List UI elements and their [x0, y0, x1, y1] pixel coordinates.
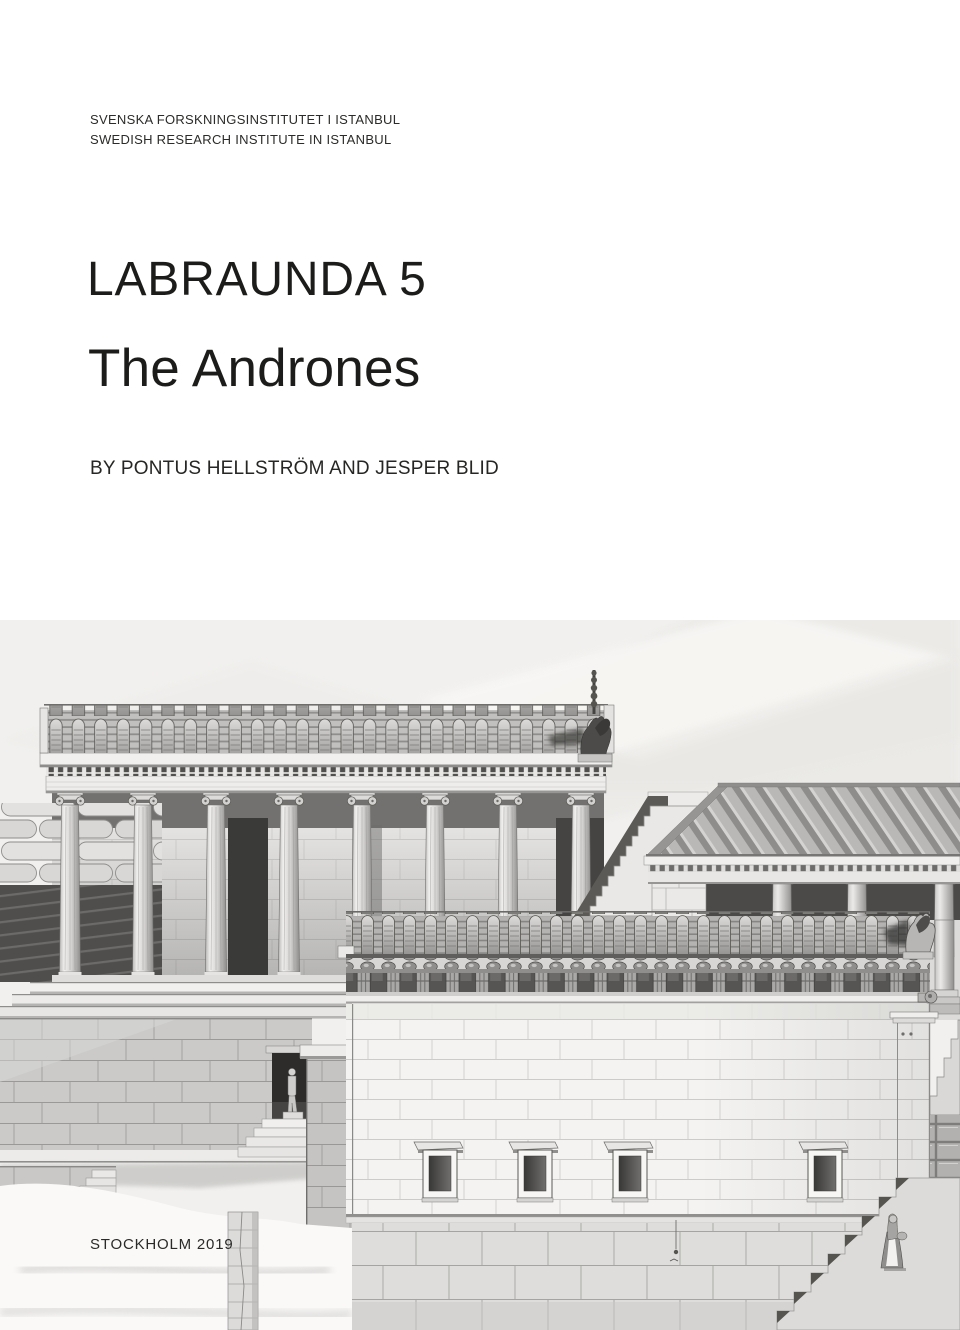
andron-b-roof — [338, 911, 930, 969]
lower-terrace-and-doorway — [0, 1018, 366, 1330]
lion-head-gargoyle — [918, 991, 937, 1003]
stoa-roof — [40, 704, 614, 753]
institute-name-swedish: SVENSKA FORSKNINGSINSTITUTET I ISTANBUL — [90, 112, 401, 127]
institute-name-english: SWEDISH RESEARCH INSTITUTE IN ISTANBUL — [90, 131, 392, 147]
imprint-line: STOCKHOLM 2019 — [90, 1236, 234, 1253]
page-subtitle: The Andrones — [88, 339, 421, 398]
andrones-reconstruction-drawing — [0, 620, 960, 1330]
stoa-door-opening — [228, 818, 268, 977]
cover-illustration — [0, 620, 960, 1330]
author-byline: BY PONTUS HELLSTRÖM AND JESPER BLID — [90, 458, 499, 479]
page-title: LABRAUNDA 5 — [87, 253, 427, 306]
rusticated-terrace-wall — [930, 1115, 960, 1178]
andron-b-frieze — [346, 969, 930, 1003]
stoa-entablature — [40, 753, 612, 793]
andron-a-corner-column-shaft — [935, 920, 954, 990]
institute-name-block — [90, 110, 400, 149]
fallen-block-pier — [228, 1212, 258, 1330]
andron-a-entablature — [644, 856, 960, 884]
